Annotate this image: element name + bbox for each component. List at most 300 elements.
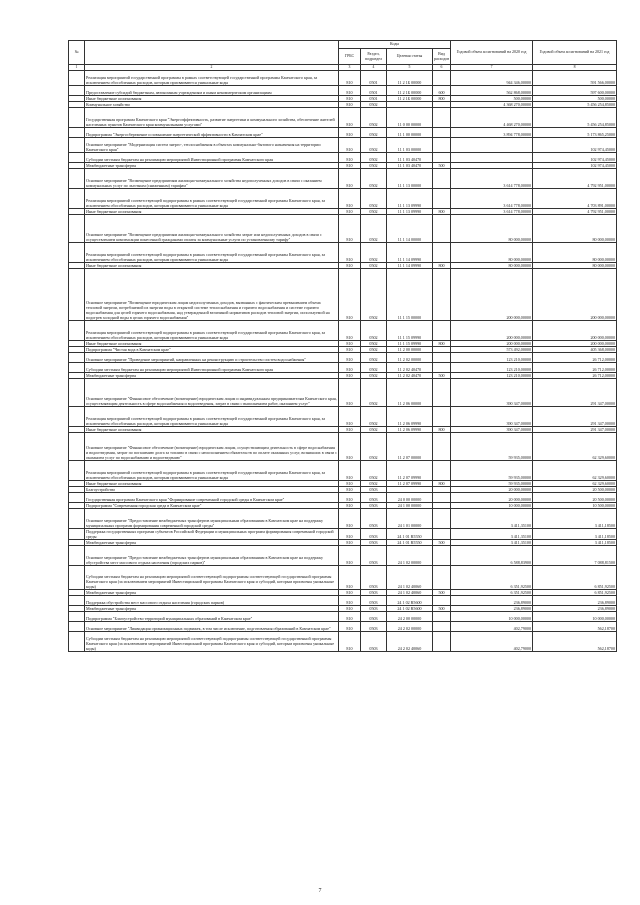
row-target-article-cell: 11 1 03 40470	[387, 153, 433, 163]
row-amount-2021-cell: 236,89000	[533, 596, 617, 606]
row-target-article-cell: 24 2 00 00000	[387, 612, 433, 622]
row-grbs-cell: 810	[339, 96, 361, 102]
row-amount-2020-cell: 59 935,00000	[451, 481, 533, 487]
row-expense-type-cell	[433, 493, 451, 503]
row-amount-2021-cell: 5 173 865,25000	[533, 128, 617, 138]
row-grbs-cell: 810	[339, 353, 361, 363]
row-target-article-cell: 11 1 14 09990	[387, 263, 433, 269]
row-name-cell: Межбюджетные трансферты	[85, 606, 339, 612]
row-razdel-cell: 0503	[361, 612, 387, 622]
row-expense-type-cell: 800	[433, 341, 451, 347]
row-amount-2021-cell: 591 566,00000	[533, 71, 617, 86]
row-number-cell	[69, 632, 85, 652]
row-grbs-cell: 810	[339, 481, 361, 487]
index-cell: 7	[451, 65, 533, 71]
row-amount-2021-cell: 80 000,00000	[533, 263, 617, 269]
table-row	[69, 493, 617, 503]
table-row	[69, 189, 617, 209]
row-number-cell	[69, 433, 85, 461]
row-name-cell: Поддержка государственных программ субъектов Российской Федерации и муниципальных программ формирования современной городской среды	[85, 529, 339, 540]
row-expense-type-cell	[433, 321, 451, 341]
row-number-cell	[69, 215, 85, 243]
row-expense-type-cell: 600	[433, 86, 451, 96]
row-amount-2020-cell: 3 411,35100	[451, 529, 533, 540]
row-number-cell	[69, 596, 85, 606]
row-amount-2020-cell: 200 000,00000	[451, 269, 533, 321]
row-grbs-cell: 810	[339, 461, 361, 481]
row-razdel-cell: 0503	[361, 622, 387, 632]
row-grbs-cell: 810	[339, 189, 361, 209]
row-amount-2021-cell: 26 712,00000	[533, 373, 617, 379]
row-razdel-cell: 0502	[361, 373, 387, 379]
row-expense-type-cell: 500	[433, 373, 451, 379]
table-row	[69, 612, 617, 622]
row-amount-2021-cell: 200 000,00000	[533, 269, 617, 321]
row-target-article-cell: 11 2 07 09990	[387, 461, 433, 481]
row-razdel-cell: 0503	[361, 590, 387, 596]
header-name	[85, 41, 339, 65]
row-target-article-cell: 24 2 02 00000	[387, 622, 433, 632]
index-cell: 2	[85, 65, 339, 71]
row-grbs-cell: 810	[339, 546, 361, 566]
table-body	[69, 71, 617, 652]
row-amount-2021-cell: 62 329,60000	[533, 433, 617, 461]
row-expense-type-cell	[433, 379, 451, 407]
row-target-article-cell: 11 1 13 00000	[387, 169, 433, 189]
row-number-cell	[69, 86, 85, 96]
row-grbs-cell: 810	[339, 529, 361, 540]
row-target-article-cell: 11 1 00 00000	[387, 128, 433, 138]
row-amount-2020-cell: 20 000,00000	[451, 487, 533, 493]
row-target-article-cell: 11 1 14 09990	[387, 243, 433, 263]
row-expense-type-cell	[433, 138, 451, 153]
row-number-cell	[69, 108, 85, 128]
row-name-cell: Межбюджетные трансферты	[85, 373, 339, 379]
row-amount-2021-cell: 26 712,00000	[533, 363, 617, 373]
row-number-cell	[69, 71, 85, 86]
row-razdel-cell: 0502	[361, 481, 387, 487]
row-number-cell	[69, 379, 85, 407]
row-expense-type-cell	[433, 128, 451, 138]
index-cell: 6	[433, 65, 451, 71]
row-amount-2020-cell: 3 894 778,00000	[451, 128, 533, 138]
row-number-cell	[69, 622, 85, 632]
row-amount-2021-cell: 4 792 951,00000	[533, 209, 617, 215]
row-target-article-cell: 24 1 01 R5550	[387, 529, 433, 540]
row-expense-type-cell	[433, 566, 451, 590]
row-amount-2021-cell: 200 000,00000	[533, 321, 617, 341]
row-target-article-cell: 11 1 03 00000	[387, 138, 433, 153]
row-grbs-cell: 810	[339, 102, 361, 108]
row-target-article-cell: 24 1 02 00000	[387, 546, 433, 566]
row-amount-2020-cell: 123 210,00000	[451, 373, 533, 379]
row-razdel-cell: 0502	[361, 269, 387, 321]
row-expense-type-cell	[433, 269, 451, 321]
row-razdel-cell: 0503	[361, 529, 387, 540]
row-amount-2021-cell: 200 000,00000	[533, 341, 617, 347]
row-grbs-cell: 810	[339, 263, 361, 269]
row-expense-type-cell: 500	[433, 540, 451, 546]
row-target-article-cell: 11 2 06 09990	[387, 407, 433, 427]
row-name-cell: Подпрограмма "Энергосбережение и повышение энергетической эффективности в Камчатском крае"	[85, 128, 339, 138]
header-razdel: Раздел, подраздел	[361, 49, 387, 65]
row-target-article-cell: 11 2 07 00000	[387, 433, 433, 461]
row-amount-2021-cell: 500,00000	[533, 96, 617, 102]
row-number-cell	[69, 407, 85, 427]
row-amount-2021-cell: 4 703 891,00000	[533, 189, 617, 209]
row-razdel-cell: 0503	[361, 503, 387, 509]
row-amount-2021-cell: 20 500,00000	[533, 487, 617, 493]
row-target-article-cell: 24 0 00 00000	[387, 493, 433, 503]
row-amount-2021-cell: 236,89000	[533, 606, 617, 612]
row-expense-type-cell: 800	[433, 96, 451, 102]
row-target-article-cell: 11 0 00 00000	[387, 108, 433, 128]
table-row	[69, 169, 617, 189]
row-razdel-cell: 0502	[361, 341, 387, 347]
row-grbs-cell: 810	[339, 407, 361, 427]
row-name-cell: Межбюджетные трансферты	[85, 163, 339, 169]
row-expense-type-cell	[433, 622, 451, 632]
row-grbs-cell: 810	[339, 596, 361, 606]
table-row	[69, 566, 617, 590]
row-grbs-cell: 810	[339, 163, 361, 169]
index-cell: 4	[361, 65, 387, 71]
table-row	[69, 379, 617, 407]
table-row	[69, 128, 617, 138]
row-number-cell	[69, 546, 85, 566]
table-row	[69, 138, 617, 153]
row-razdel-cell: 0501	[361, 86, 387, 96]
row-name-cell: Поддержка обустройства мест массового отдыха населения (городских парков)	[85, 596, 339, 606]
row-grbs-cell: 810	[339, 215, 361, 243]
row-grbs-cell: 810	[339, 373, 361, 379]
row-razdel-cell: 0502	[361, 347, 387, 353]
row-amount-2021-cell: 5 456 254,85000	[533, 102, 617, 108]
row-amount-2020-cell: 20 000,00000	[451, 493, 533, 503]
row-name-cell: Субсидии местным бюджетам на реализацию мероприятий Инвестиционной программы Камчатского края	[85, 363, 339, 373]
row-expense-type-cell	[433, 612, 451, 622]
row-amount-2021-cell: 291 347,00000	[533, 379, 617, 407]
row-amount-2021-cell: 5 456 254,85000	[533, 108, 617, 128]
row-target-article-cell: 11 1 15 09990	[387, 341, 433, 347]
row-grbs-cell: 810	[339, 487, 361, 493]
row-amount-2020-cell: 59 935,00000	[451, 433, 533, 461]
row-name-cell: Подпрограмма "Современная городская среда в Камчатском крае"	[85, 503, 339, 509]
table-row	[69, 363, 617, 373]
row-number-cell	[69, 153, 85, 163]
row-grbs-cell: 810	[339, 269, 361, 321]
row-target-article-cell: 11 2 1Б 00000	[387, 86, 433, 96]
row-name-cell: Межбюджетные трансферты	[85, 590, 339, 596]
row-target-article-cell: 24 1 02 R5600	[387, 596, 433, 606]
row-target-article-cell: 24 1 01 R5550	[387, 540, 433, 546]
row-amount-2021-cell: 26 712,00000	[533, 353, 617, 363]
row-expense-type-cell: 800	[433, 481, 451, 487]
header-expense-type: Вид расходов	[433, 49, 451, 65]
row-expense-type-cell	[433, 169, 451, 189]
row-target-article-cell: 11 1 13 09990	[387, 189, 433, 209]
row-amount-2021-cell: 102 974,45000	[533, 163, 617, 169]
row-razdel-cell: 0502	[361, 163, 387, 169]
row-name-cell: Субсидии местным бюджетам на реализацию мероприятий соответствующей подпрограммы соответствующей государственной программы Камчатского края (за исключением мероприятий Инвестиционной программы Камчатского края и субсидий, которым присвоены уникальные коды)	[85, 632, 339, 652]
row-amount-2020-cell: 6 351,92500	[451, 590, 533, 596]
row-amount-2020-cell: 3 411,35100	[451, 540, 533, 546]
row-grbs-cell: 810	[339, 128, 361, 138]
row-amount-2020-cell: 236,89000	[451, 606, 533, 612]
table-row	[69, 596, 617, 606]
row-amount-2020-cell: 10 000,00000	[451, 612, 533, 622]
row-name-cell: Предоставление субсидий бюджетным, автономным учреждениям и иным некоммерческим организациям	[85, 86, 339, 96]
row-name-cell: Межбюджетные трансферты	[85, 540, 339, 546]
row-grbs-cell: 810	[339, 632, 361, 652]
row-amount-2020-cell: 944 346,00000	[451, 71, 533, 86]
table-row	[69, 407, 617, 427]
row-amount-2020-cell: 3 411,35100	[451, 509, 533, 529]
row-expense-type-cell	[433, 461, 451, 481]
row-expense-type-cell	[433, 108, 451, 128]
row-amount-2021-cell: 102 974,45000	[533, 138, 617, 153]
table-row	[69, 509, 617, 529]
row-amount-2021-cell: 291 347,00000	[533, 427, 617, 433]
row-expense-type-cell	[433, 215, 451, 243]
row-amount-2020-cell: 3 614 778,00000	[451, 189, 533, 209]
row-amount-2020-cell: 402,79000	[451, 622, 533, 632]
row-grbs-cell: 810	[339, 590, 361, 596]
row-amount-2021-cell: 291 347,00000	[533, 407, 617, 427]
row-amount-2020-cell: 80 000,00000	[451, 263, 533, 269]
row-amount-2021-cell: 4 792 951,00000	[533, 169, 617, 189]
table-header	[69, 41, 617, 71]
row-grbs-cell: 810	[339, 493, 361, 503]
row-name-cell: Иные бюджетные ассигнования	[85, 481, 339, 487]
row-amount-2020-cell: 6 351,92500	[451, 566, 533, 590]
row-grbs-cell: 810	[339, 363, 361, 373]
row-razdel-cell: 0502	[361, 263, 387, 269]
row-amount-2021-cell: 3 411,18500	[533, 540, 617, 546]
row-amount-2021-cell: 20 500,00000	[533, 493, 617, 503]
row-name-cell: Иные бюджетные ассигнования	[85, 96, 339, 102]
row-grbs-cell: 810	[339, 243, 361, 263]
table-row	[69, 461, 617, 481]
row-number-cell	[69, 612, 85, 622]
row-name-cell: Государственная программа Камчатского края "Энергоэффективность, развитие энергетики и коммунального хозяйства, обеспечение жителей населенных пунктов Камчатского края коммунальными услугами"	[85, 108, 339, 128]
row-expense-type-cell: 800	[433, 263, 451, 269]
row-expense-type-cell	[433, 546, 451, 566]
row-amount-2020-cell: 573 492,00000	[451, 347, 533, 353]
row-target-article-cell: 24 1 00 00000	[387, 503, 433, 509]
row-amount-2020-cell: 4 468 270,00000	[451, 108, 533, 128]
row-name-cell: Субсидии местным бюджетам на реализацию мероприятий соответствующей подпрограммы соответствующей государственной программы Камчатского края (за исключением мероприятий Инвестиционной программы Камчатского края и субсидий, которым присвоены уникальные коды)	[85, 566, 339, 590]
row-amount-2020-cell	[451, 153, 533, 163]
row-target-article-cell: 11 2 02 40470	[387, 373, 433, 379]
row-amount-2020-cell: 390 347,00000	[451, 379, 533, 407]
row-razdel-cell: 0503	[361, 546, 387, 566]
row-name-cell: Иные бюджетные ассигнования	[85, 341, 339, 347]
row-grbs-cell: 810	[339, 138, 361, 153]
row-number-cell	[69, 138, 85, 153]
row-number-cell	[69, 243, 85, 263]
row-expense-type-cell	[433, 596, 451, 606]
row-amount-2021-cell: 6 851,92500	[533, 590, 617, 596]
row-razdel-cell: 0503	[361, 606, 387, 612]
row-name-cell: Субсидии местным бюджетам на реализацию мероприятий Инвестиционной программы Камчатского края	[85, 153, 339, 163]
table-row	[69, 243, 617, 263]
row-razdel-cell: 0503	[361, 509, 387, 529]
table-row	[69, 153, 617, 163]
index-cell: 3	[339, 65, 361, 71]
row-name-cell: Основное мероприятие "Модернизация систем энерго-, теплоснабжения в объектах коммунально-бытового назначения на территории Камчатского края"	[85, 138, 339, 153]
row-target-article-cell: 24 2 02 40060	[387, 632, 433, 652]
row-name-cell: Основное мероприятие "Предоставление межбюджетных трансфертов муниципальным образованиям в Камчатском крае на поддержку обустройства мест массового отдыха населения (городских парков)"	[85, 546, 339, 566]
row-expense-type-cell	[433, 509, 451, 529]
row-amount-2020-cell: 200 000,00000	[451, 341, 533, 347]
row-amount-2021-cell: 6 851,92500	[533, 566, 617, 590]
row-razdel-cell: 0502	[361, 353, 387, 363]
row-grbs-cell: 810	[339, 503, 361, 509]
row-target-article-cell: 11 2 1Б 00000	[387, 71, 433, 86]
row-expense-type-cell: 500	[433, 606, 451, 612]
row-amount-2020-cell: 402,79000	[451, 632, 533, 652]
row-amount-2020-cell: 390 347,00000	[451, 407, 533, 427]
row-name-cell: Подпрограмма "Чистая вода в Камчатском крае"	[85, 347, 339, 353]
row-razdel-cell: 0501	[361, 71, 387, 86]
row-razdel-cell: 0502	[361, 138, 387, 153]
row-amount-2021-cell: 62 329,60000	[533, 481, 617, 487]
row-name-cell: Реализация мероприятий соответствующей подпрограммы в рамках соответствующей государственной программы Камчатского края, за исключением обособленных расходов, которым присваиваются уникальные коды	[85, 407, 339, 427]
row-razdel-cell: 0502	[361, 128, 387, 138]
row-amount-2020-cell: 4 368 270,00000	[451, 102, 533, 108]
row-razdel-cell: 0502	[361, 321, 387, 341]
row-expense-type-cell	[433, 71, 451, 86]
row-number-cell	[69, 128, 85, 138]
row-grbs-cell: 810	[339, 86, 361, 96]
row-razdel-cell: 0502	[361, 243, 387, 263]
row-number-cell	[69, 566, 85, 590]
row-expense-type-cell	[433, 153, 451, 163]
row-razdel-cell: 0502	[361, 461, 387, 481]
row-expense-type-cell: 500	[433, 163, 451, 169]
row-amount-2020-cell: 10 000,00000	[451, 503, 533, 509]
row-amount-2020-cell: 500,00000	[451, 96, 533, 102]
row-target-article-cell: 11 1 14 00000	[387, 215, 433, 243]
header-number: №	[69, 41, 85, 65]
row-razdel-cell: 0503	[361, 632, 387, 652]
row-razdel-cell: 0502	[361, 433, 387, 461]
row-razdel-cell: 0503	[361, 566, 387, 590]
row-grbs-cell: 810	[339, 427, 361, 433]
header-grbs: ГРБС	[339, 49, 361, 65]
table-row	[69, 529, 617, 540]
row-target-article-cell: 11 2 06 09990	[387, 427, 433, 433]
row-grbs-cell: 810	[339, 108, 361, 128]
row-name-cell: Реализация мероприятий соответствующей подпрограммы в рамках соответствующей государственной программы Камчатского края, за исключением обособленных расходов, которым присваиваются уникальные коды	[85, 321, 339, 341]
row-grbs-cell: 810	[339, 509, 361, 529]
row-target-article-cell: 24 1 02 40060	[387, 566, 433, 590]
row-number-cell	[69, 529, 85, 540]
row-razdel-cell: 0503	[361, 487, 387, 493]
row-name-cell: Основное мероприятие "Возмещение предприятиям жилищно-коммунального хозяйства недополученных доходов в связи с оказанием коммунальных услуг по льготным (сниженным) тарифам"	[85, 169, 339, 189]
row-amount-2021-cell: 562,18700	[533, 632, 617, 652]
row-amount-2020-cell: 123 210,00000	[451, 353, 533, 363]
row-expense-type-cell: 500	[433, 590, 451, 596]
row-razdel-cell: 0501	[361, 96, 387, 102]
row-grbs-cell: 810	[339, 169, 361, 189]
header-codes-group: Коды	[339, 41, 451, 49]
row-razdel-cell: 0502	[361, 108, 387, 128]
table-row	[69, 546, 617, 566]
row-target-article-cell: 11 2 02 00000	[387, 353, 433, 363]
row-amount-2021-cell: 10 500,00000	[533, 503, 617, 509]
row-razdel-cell: 0502	[361, 427, 387, 433]
row-grbs-cell: 810	[339, 379, 361, 407]
row-name-cell: Основное мероприятие "Возмещение предприятиям жилищно-коммунального хозяйства затрат или недополученных доходов в связи с осуществлением компенсации понесенной гражданами оплаты за коммунальные услуги по установленному тарифу"	[85, 215, 339, 243]
table-row	[69, 353, 617, 363]
row-number-cell	[69, 363, 85, 373]
row-grbs-cell: 810	[339, 153, 361, 163]
row-expense-type-cell	[433, 243, 451, 263]
row-razdel-cell: 0503	[361, 596, 387, 606]
row-amount-2021-cell: 3 411,18500	[533, 509, 617, 529]
row-name-cell: Коммунальное хозяйство	[85, 102, 339, 108]
index-cell: 5	[387, 65, 433, 71]
budget-table	[68, 40, 617, 652]
row-target-article-cell: 11 2 07 09990	[387, 481, 433, 487]
row-expense-type-cell	[433, 363, 451, 373]
row-name-cell: Основное мероприятие "Проведение мероприятий, направленных на реконструкцию и строительство систем водоснабжения"	[85, 353, 339, 363]
row-razdel-cell: 0502	[361, 215, 387, 243]
row-amount-2020-cell: 6 588,83900	[451, 546, 533, 566]
row-name-cell: Благоустройство	[85, 487, 339, 493]
table-row	[69, 321, 617, 341]
row-number-cell	[69, 493, 85, 503]
row-name-cell: Иные бюджетные ассигнования	[85, 209, 339, 215]
row-number-cell	[69, 321, 85, 341]
row-razdel-cell: 0502	[361, 169, 387, 189]
row-name-cell: Основное мероприятие "Возмещение юридическим лицам недополученных доходов, вызванных с фактическим превышением объема тепловой энергии, потребляемой из энергии воды в открытой системе теплоснабжения и горячего водоснабжения и системе горячего водоснабжения для целей горячего водоснабжения, над утвержденной величиной нормативов расходов тепловой энергии, используемой на подогрев холодной воды в целях горячего водоснабжения"	[85, 269, 339, 321]
row-amount-2020-cell: 200 000,00000	[451, 321, 533, 341]
row-target-article-cell: 11 1 03 40470	[387, 163, 433, 169]
row-razdel-cell: 0502	[361, 363, 387, 373]
row-name-cell: Основное мероприятие "Ликвидация организационных подвижек, в том числе исключение, подготовления образований в Камчатском крае"	[85, 622, 339, 632]
row-amount-2020-cell: 236,89000	[451, 596, 533, 606]
row-expense-type-cell: 800	[433, 209, 451, 215]
row-expense-type-cell	[433, 529, 451, 540]
row-amount-2020-cell: 80 000,00000	[451, 243, 533, 263]
header-year-2021: Годовой объем ассигнований на 2021 год	[533, 41, 617, 65]
row-razdel-cell: 0502	[361, 153, 387, 163]
index-cell: 1	[69, 65, 85, 71]
row-name-cell: Подпрограмма "Благоустройство территорий муниципальных образований в Камчатском крае"	[85, 612, 339, 622]
row-amount-2020-cell: 80 000,00000	[451, 215, 533, 243]
row-target-article-cell: 11 2 00 00000	[387, 347, 433, 353]
row-target-article-cell: 24 1 01 00000	[387, 509, 433, 529]
row-expense-type-cell	[433, 632, 451, 652]
row-amount-2020-cell	[451, 138, 533, 153]
row-number-cell	[69, 509, 85, 529]
row-amount-2021-cell: 80 000,00000	[533, 215, 617, 243]
row-target-article-cell: 11 2 02 40470	[387, 363, 433, 373]
row-grbs-cell: 810	[339, 433, 361, 461]
row-grbs-cell: 810	[339, 71, 361, 86]
row-amount-2020-cell: 59 935,00000	[451, 461, 533, 481]
row-razdel-cell: 0502	[361, 189, 387, 209]
index-cell: 8	[533, 65, 617, 71]
row-grbs-cell: 810	[339, 321, 361, 341]
row-amount-2021-cell: 562,18700	[533, 622, 617, 632]
table-row	[69, 269, 617, 321]
table-row	[69, 433, 617, 461]
row-name-cell: Реализация мероприятий соответствующей подпрограммы в рамках соответствующей государственной программы Камчатского края, за исключением обособленных расходов, которым присваиваются уникальные коды	[85, 461, 339, 481]
